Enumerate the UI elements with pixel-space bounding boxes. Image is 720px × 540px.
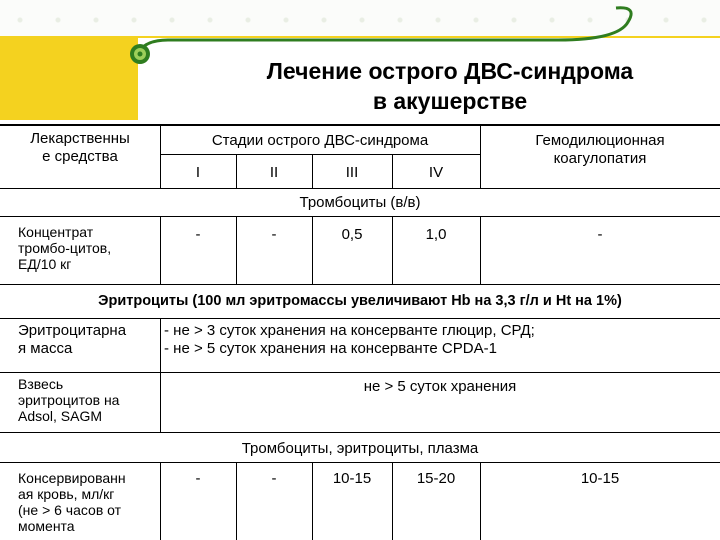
row-name-line: ая кровь, мл/кг [18,486,115,502]
header-drugs [0,130,160,166]
row-name-line: тромбо-цитов, [18,240,112,256]
row-platelet-concentrate [18,224,158,272]
row-name-line: Эритроцитарна [18,322,127,339]
bullet-ornament-icon [128,42,152,66]
page-title [190,56,710,116]
stage-label-4: IV [428,164,444,181]
stage-label-1: I [195,164,201,181]
header-bottom-line [0,188,720,189]
header-hemodilution [480,132,720,168]
erythrocyte-suspension-note: не > 5 суток хранения [363,378,517,395]
value-cell: 1,0 [425,226,447,243]
sec2-bottom-line [0,432,720,433]
row-name-line: Adsol, SAGM [18,408,103,424]
vline-r2 [160,318,161,432]
value-cell: - [271,226,277,243]
row-name-line: момента [18,518,75,534]
row-name-line: (не > 6 часов от [18,502,122,518]
value-cell: - [195,226,201,243]
sec2-heading-line [0,318,720,319]
note-line: - не > 3 суток хранения на консерванте глюцир, СРД; [164,322,535,339]
value-cell: 10-15 [332,470,372,487]
section-heading-erythrocytes: Эритроциты (100 мл эритромассы увеличивают Hb на 3,3 г/л и Ht на 1%) [98,293,622,309]
table-border-top [0,124,720,126]
note-line: - не > 5 суток хранения на консерванте CPDA-1 [164,340,497,357]
row-preserved-blood [18,470,158,534]
stage-label-3: III [345,164,359,181]
hemo-value-cell: - [597,226,603,243]
section-heading-platelets: Тромбоциты (в/в) [299,194,421,211]
section-heading-combined: Тромбоциты, эритроциты, плазма [241,440,479,457]
sec2-row1-line [0,372,720,373]
header-drugs-line2: е средства [42,148,118,165]
value-cell: 15-20 [416,470,456,487]
header-drugs-line1: Лекарственны [30,130,130,147]
row-name-line: эритроцитов на [18,392,120,408]
green-arc-decoration [138,0,720,56]
value-cell: - [195,470,201,487]
stage-divider [160,154,480,155]
title-line-1: Лечение острого ДВС-синдрома [266,58,634,84]
sec3-heading-line [0,462,720,463]
erythrocyte-mass-note [164,322,720,358]
treatment-table [0,124,720,540]
hemo-value-cell: 10-15 [580,470,620,487]
header-hemo-line1: Гемодилюционная [535,132,665,149]
row-name-line: ЕД/10 кг [18,256,72,272]
header-stages: Стадии острого ДВС-синдрома [211,132,429,149]
row-erythrocyte-suspension [18,376,158,424]
title-line-2: в акушерстве [372,88,528,114]
row-erythrocyte-mass [18,322,160,358]
sec1-bottom-line [0,284,720,285]
sec1-heading-line [0,216,720,217]
stage-label-2: II [269,164,279,181]
row-name-line: я масса [18,340,73,357]
value-cell: - [271,470,277,487]
row-name-line: Консервированн [18,470,126,486]
value-cell: 0,5 [341,226,363,243]
row-name-line: Концентрат [18,224,94,240]
header-hemo-line2: коагулопатия [553,150,647,167]
row-name-line: Взвесь [18,376,64,392]
